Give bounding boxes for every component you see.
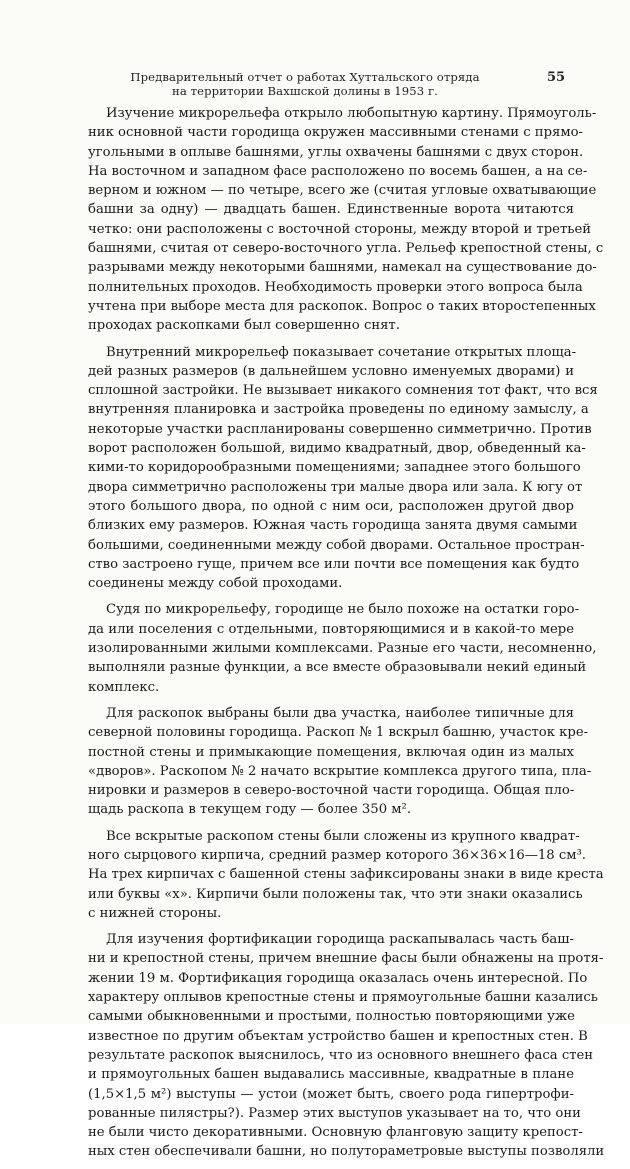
text-line: соединены между собой проходами. (88, 576, 343, 592)
paragraph (88, 827, 604, 923)
text-line: не были чисто декоративными. Основную фланговую защиту крепост- (88, 1125, 583, 1141)
text-line: или буквы «х». Кирпичи были положены так, что эти знаки оказались (88, 886, 583, 902)
paragraph (88, 343, 598, 594)
text-line: ного сырцового кирпича, средний размер которого 36×36×16—18 см³. (88, 847, 587, 863)
text-line: ных стен обеспечивали башни, но полутораметровые выступы позволяли (88, 1144, 605, 1160)
text-line: ворот расположен большой, видимо квадратный, двор, обведенный ка- (88, 441, 586, 457)
text-line: двора симметрично расположены три малые двора или зала. К югу от (88, 479, 583, 495)
body-text (88, 104, 605, 1169)
text-line: близких ему размеров. Южная часть городища занята двумя самыми (88, 518, 578, 534)
text-line: кими-то коридорообразными помещениями; западнее этого большого (88, 460, 581, 476)
text-line: внутренняя планировка и застройка проведены по единому замыслу, а (88, 402, 589, 418)
text-line: учтена при выборе места для раскопок. Вопрос о таких второстепенных (88, 298, 596, 314)
text-line: нировки и размеров в северо-восточной части городища. Общая пло- (88, 783, 575, 799)
text-line: четко: они расположены с восточной стороны, между второй и третьей (88, 221, 592, 237)
text-line: северной половины городища. Раскоп № 1 вскрыл башню, участок кре- (88, 725, 589, 741)
text-line: да или поселения с отдельными, повторяющимися и в какой-то мере (88, 621, 574, 637)
text-line: большими, соединенными между собой дворами. Остальное простран- (88, 537, 585, 553)
text-line: щадь раскопа в текущем году — более 350 м². (88, 802, 412, 818)
text-line: проходах раскопками был совершенно снят. (88, 318, 400, 334)
text-line: этого большого двора, по одной с ним оси, расположен другой двор (88, 498, 574, 514)
text-line: Для изучения фортификации городища раскапывалась часть баш- (106, 932, 574, 948)
text-line: ни и крепостной стены, причем внешние фасы были обнажены на протя- (88, 951, 604, 967)
text-line: башни за одну) — двадцать башен. Единственные ворота читаются (88, 202, 574, 218)
text-line: угольными в оплыве башнями, углы охвачены башнями с двух сторон. (88, 144, 584, 160)
text-line: некоторые участки распланированы совершенно симметрично. Против (88, 421, 592, 437)
text-line: дей разных размеров (в дальнейшем условно именуемых дворами) и (88, 363, 574, 379)
header-line-2: на территории Вахшской долины в 1953 г. (172, 84, 438, 98)
text-line: и прямоугольных башен выдавались массивные, квадратные в плане (88, 1067, 574, 1083)
header-line-1: Предварительный отчет о работах Хуттальского отряда (130, 70, 480, 84)
text-line: с нижней стороны. (88, 905, 222, 921)
text-line: известное по другим объектам устройство башен и крепостных стен. В (88, 1028, 588, 1044)
text-line: самыми обыкновенными и простыми, полностью повторяющими уже (88, 1009, 575, 1025)
text-line: Внутренний микрорельеф показывает сочетание открытых площа- (106, 344, 577, 360)
text-line: Все вскрытые раскопом стены были сложены из крупного квадрат- (106, 828, 580, 844)
text-line: результате раскопок выяснилось, что из основного внешнего фаса стен (88, 1047, 594, 1063)
text-line: сплошной застройки. Не вызывает никакого сомнения тот факт, что вся (88, 383, 598, 399)
text-line: На восточном и западном фасе расположено по восемь башен, а на се- (88, 163, 588, 179)
paragraph (88, 600, 597, 696)
text-line: жении 19 м. Фортификация городища оказалась очень интересной. По (88, 970, 588, 986)
text-line: полнительных проходов. Необходимость проверки этого вопроса была (88, 279, 583, 295)
running-header (90, 70, 520, 98)
paragraph (88, 930, 605, 1162)
text-line: разрывами между некоторыми башнями, намекал на существование до- (88, 260, 597, 276)
text-line: верном и южном — по четыре, всего же (считая угловые охватывающие (88, 183, 597, 199)
page-number: 55 (547, 70, 566, 85)
paragraph (88, 104, 604, 336)
text-line: постной стены и примыкающие помещения, включая один из малых (88, 744, 574, 760)
text-line: ство застроено гуще, причем все или почти все помещения как будто (88, 556, 580, 572)
text-line: «дворов». Раскопом № 2 начато вскрытие комплекса другого типа, пла- (88, 763, 592, 779)
text-line: комплекс. (88, 679, 160, 695)
text-line: Судя по микрорельефу, городище не было похоже на остатки горо- (106, 602, 580, 618)
paragraph (88, 704, 592, 820)
text-line: башнями, считая от северо-восточного угла. Рельеф крепостной стены, с (88, 241, 604, 257)
text-line: Изучение микрорельефа открыло любопытную картину. Прямоуголь- (106, 106, 597, 121)
text-line: ник основной части городища окружен массивными стенами с прямо- (88, 125, 583, 141)
text-line: характеру оплывов крепостные стены и прямоугольные башни казались (88, 990, 598, 1006)
text-line: Для раскопок выбраны были два участка, наиболее типичные для (106, 705, 574, 721)
text-line: рованные пилястры?). Размер этих выступов указывает на то, что они (88, 1105, 581, 1121)
text-line: (1,5×1,5 м²) выступы — устои (может быть, своего рода гипертрофи- (88, 1086, 574, 1102)
text-line: На трех кирпичах с башенной стены зафиксированы знаки в виде креста (88, 867, 604, 883)
text-line: выполняли разные функции, а все вместе образовывали некий единый (88, 660, 587, 676)
text-line: изолированными жилыми комплексами. Разные его части, несомненно, (88, 641, 597, 657)
